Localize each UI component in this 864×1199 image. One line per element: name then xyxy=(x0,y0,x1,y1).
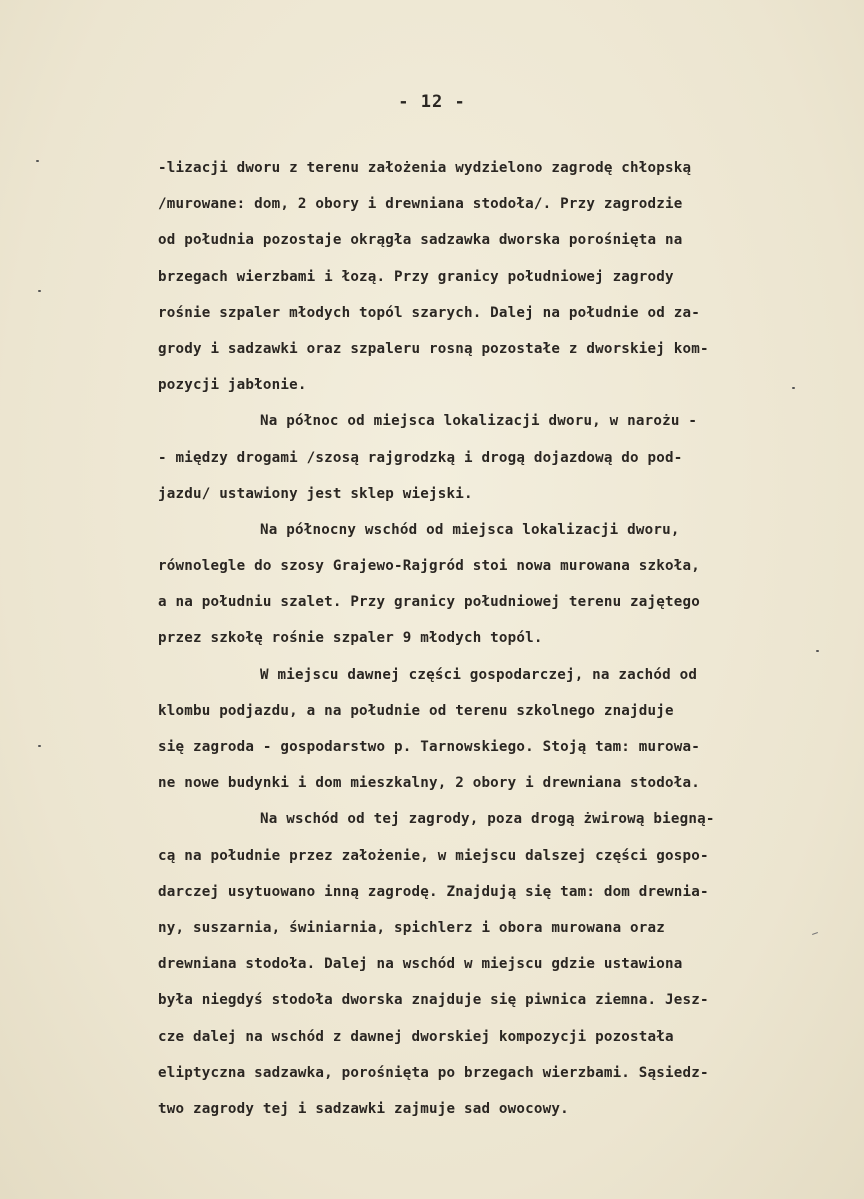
text-line: cą na południe przez założenie, w miejscu dalszej części gospo- xyxy=(158,847,709,864)
text-line: two zagrody tej i sadzawki zajmuje sad owocowy. xyxy=(158,1100,569,1117)
text-line: pozycji jabłonie. xyxy=(158,377,307,394)
text-line: darczej usytuowano inną zagrodę. Znajdują się tam: dom drewnia- xyxy=(158,883,709,900)
text-line: rośnie szpaler młodych topól szarych. Dalej na południe od za- xyxy=(158,304,700,321)
text-line: ny, suszarnia, świniarnia, spichlerz i obora murowana oraz xyxy=(158,919,666,936)
text-line: /murowane: dom, 2 obory i drewniana stodoła/. Przy zagrodzie xyxy=(158,196,683,213)
text-line: się zagroda - gospodarstwo p. Tarnowskiego. Stoją tam: murowa- xyxy=(158,739,700,755)
text-line: -lizacji dworu z terenu założenia wydzielono zagrodę chłopską xyxy=(158,160,692,176)
paper-speck xyxy=(816,650,819,652)
body-text xyxy=(158,150,818,1127)
paper-speck xyxy=(38,745,41,747)
text-line: jazdu/ ustawiony jest sklep wiejski. xyxy=(158,485,473,502)
text-line: a na południu szalet. Przy granicy południowej terenu zajętego xyxy=(158,594,700,611)
text-line: klombu podjazdu, a na południe od terenu szkolnego znajduje xyxy=(158,702,674,719)
paper-speck xyxy=(36,160,39,162)
paper-speck xyxy=(792,387,795,389)
text-line: - między drogami /szosą rajgrodzką i drogą dojazdową do pod- xyxy=(158,449,683,466)
text-line: Na wschód od tej zagrody, poza drogą żwirową biegną- xyxy=(260,811,715,828)
text-line: grody i sadzawki oraz szpaleru rosną pozostałe z dworskiej kom- xyxy=(158,340,709,357)
page-number: - 12 - xyxy=(398,92,466,112)
paper-speck xyxy=(38,290,41,292)
text-line: przez szkołę rośnie szpaler 9 młodych topól. xyxy=(158,630,543,647)
text-line: od południa pozostaje okrągła sadzawka dworska porośnięta na xyxy=(158,232,683,249)
text-line: W miejscu dawnej części gospodarczej, na zachód od xyxy=(260,666,698,683)
text-line: Na północ od miejsca lokalizacji dworu, w narożu - xyxy=(260,413,698,430)
text-line: brzegach wierzbami i łozą. Przy granicy południowej zagrody xyxy=(158,268,674,285)
text-line: ne nowe budynki i dom mieszkalny, 2 obory i drewniana stodoła. xyxy=(158,775,700,792)
text-line: drewniana stodoła. Dalej na wschód w miejscu gdzie ustawiona xyxy=(158,956,683,973)
text-line: była niegdyś stodoła dworska znajduje się piwnica ziemna. Jesz- xyxy=(158,992,709,1009)
text-line: Na północny wschód od miejsca lokalizacji dworu, xyxy=(260,521,680,538)
text-line: równolegle do szosy Grajewo-Rajgród stoi nowa murowana szkoła, xyxy=(158,558,700,575)
text-line: eliptyczna sadzawka, porośnięta po brzegach wierzbami. Sąsiedz- xyxy=(158,1064,709,1081)
text-line: cze dalej na wschód z dawnej dworskiej kompozycji pozostała xyxy=(158,1028,674,1045)
